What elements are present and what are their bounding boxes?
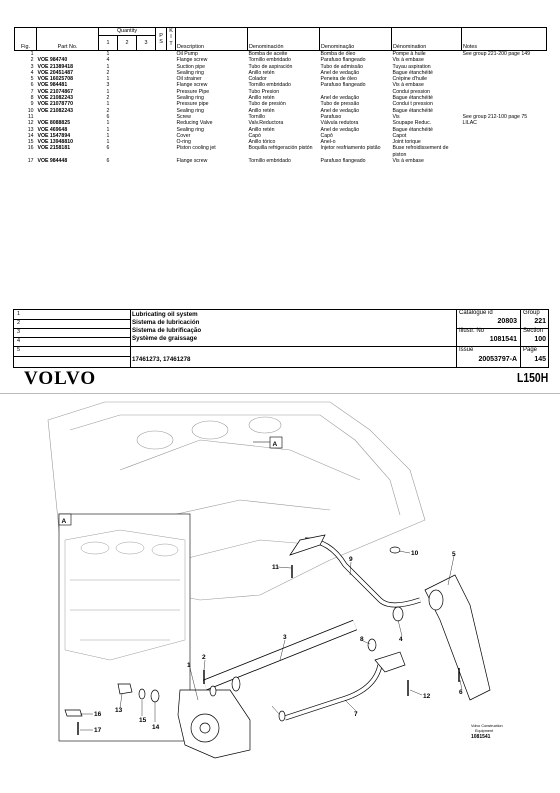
callout-8: 8: [360, 636, 364, 643]
stamp-line-2: Equipment: [475, 729, 494, 733]
catalogue-info-block: [13, 309, 549, 368]
quantity-1-cell: 4: [106, 57, 110, 64]
notes-cell: [462, 158, 547, 164]
denominacion-cell: Tornillo: [248, 113, 265, 120]
fig-cell: 11: [28, 113, 34, 120]
exploded-view-drawing: [0, 395, 560, 793]
header-denominacion: Denominación: [248, 28, 320, 51]
description-cell: O-ring: [176, 139, 191, 146]
illustration-value: 1081541: [489, 336, 517, 343]
fig-cell: 10: [27, 107, 34, 114]
part-number-cell: VOE 984481: [37, 82, 68, 89]
description-cell: Sealing ring: [176, 95, 204, 102]
denomination-cell: Bague étanchéité: [392, 107, 433, 114]
page-label: Page: [523, 347, 538, 353]
denominacao-cell: Parafuso flangeado: [320, 82, 366, 89]
description-cell: Flange screw: [176, 57, 208, 64]
quantity-1-cell: 1: [106, 76, 110, 83]
denominacao-cell: Parafuso flangeado: [320, 158, 366, 165]
quantity-3-cell: [137, 51, 156, 58]
row-number: 5: [17, 347, 21, 353]
denomination-cell: Crépine d'huile: [392, 76, 427, 83]
issue-value: 20053797-A: [478, 356, 517, 363]
part-number-cell: [37, 51, 99, 58]
system-title-es: Sistema de lubricación: [132, 319, 200, 326]
quantity-2-cell: [118, 145, 137, 158]
denominacao-cell: Injetor resfriamento pistão: [320, 145, 381, 152]
fig-cell: 8: [30, 95, 34, 102]
denomination-cell: Vis à embase: [392, 57, 424, 64]
denomination-cell: Condui t pression: [392, 101, 433, 108]
callout-16: 16: [94, 711, 102, 718]
kit-cell: [167, 145, 176, 158]
denominacion-cell: Tubo Presion: [248, 88, 280, 95]
description-cell: Oil Pump: [176, 51, 198, 57]
quantity-1-cell: 2: [106, 95, 110, 102]
group-label: Group: [523, 310, 540, 316]
denominacao-cell: Tubo de pressão: [320, 101, 360, 108]
denominacion-cell: Tornillo embridado: [248, 158, 291, 165]
description-cell: Flange screw: [176, 158, 208, 165]
denomination-cell: Vis à embase: [392, 158, 424, 165]
header-quantity: Quantity: [99, 28, 156, 36]
model-name: L150H: [517, 370, 549, 385]
quantity-3-cell: [137, 158, 156, 164]
notes-cell: See group 212-100 page 75: [462, 113, 528, 120]
view-marker-a: A: [272, 441, 278, 448]
denominacion-cell: Colador: [248, 76, 267, 83]
description-cell: Pressure Pipe: [176, 88, 210, 95]
fig-cell: 13: [27, 126, 34, 133]
callout-12: 12: [423, 693, 431, 700]
kit-cell: [167, 51, 176, 58]
denominacao-cell: Peneira de óleo: [320, 76, 357, 83]
denomination-cell: Joint torique: [392, 139, 421, 146]
notes-cell: [462, 145, 547, 158]
denominacao-cell: Válvula redutora: [320, 120, 359, 127]
header-q1: 1: [99, 36, 118, 51]
part-number-cell: VOE 16025708: [37, 76, 73, 83]
part-number-cell: VOE 20451487: [37, 69, 73, 76]
table-row: [15, 145, 547, 158]
part-number-cell: VOE 984448: [37, 158, 68, 165]
callout-3: 3: [283, 634, 287, 641]
callout-15: 15: [139, 717, 147, 724]
detail-view-a: [59, 514, 190, 741]
row-number: 3: [17, 329, 21, 335]
header-q3: 3: [137, 36, 156, 51]
fig-cell: 12: [27, 120, 34, 127]
fig-cell: 6: [30, 82, 34, 89]
footer-row: [14, 346, 130, 357]
denominacion-cell: Tubo de presión: [248, 101, 286, 108]
catalogue-label: Catalogue id: [459, 310, 493, 316]
quantity-1-cell: 1: [106, 101, 110, 108]
description-cell: Cover: [176, 132, 191, 139]
description-cell: Sealing ring: [176, 107, 204, 114]
kit-cell: [167, 158, 176, 164]
fig-cell: 2: [30, 57, 34, 64]
callout-14: 14: [152, 724, 160, 731]
callout-1: 1: [187, 662, 191, 669]
denominacion-cell: Valv.Reductora: [248, 120, 284, 127]
denomination-cell: Vis à embase: [392, 82, 424, 89]
parts-table: [14, 27, 547, 164]
denominacao-cell: Anel de vedação: [320, 107, 360, 114]
callout-6: 6: [459, 689, 463, 696]
volvo-logo: VOLVO: [24, 368, 97, 389]
callout-13: 13: [115, 707, 123, 714]
table-row: [15, 158, 547, 164]
part-number-cell: VOE 21082243: [37, 107, 73, 114]
callout-4: 4: [399, 636, 403, 643]
header-denominacao: Denominação: [320, 28, 392, 51]
denominacion-cell: Anillo retén: [248, 126, 275, 133]
denomination-cell: Capot: [392, 132, 407, 139]
denomination-cell: Vis: [392, 113, 400, 120]
denominacion-cell: Capó: [248, 132, 261, 139]
view-label-a: A: [61, 518, 67, 525]
header-denomination: Dénomination: [392, 28, 462, 51]
fig-cell: 16: [27, 145, 34, 152]
denominacao-cell: Tubo de admissão: [320, 63, 364, 70]
part-number-cell: VOE 984740: [37, 57, 68, 64]
quantity-1-cell: 2: [106, 69, 110, 76]
system-title-fr: Système de graissage: [132, 335, 198, 342]
row-number: 1: [17, 311, 21, 317]
denominacao-cell: Bomba de óleo: [320, 51, 356, 57]
denominacao-cell: Capô: [320, 132, 333, 139]
system-title-pt: Sistema de lubrificação: [132, 327, 202, 334]
callout-17: 17: [94, 727, 102, 734]
quantity-2-cell: [118, 158, 137, 164]
row-number: 4: [17, 338, 21, 344]
fig-cell: 5: [30, 76, 34, 83]
ps-cell: [156, 145, 167, 158]
fig-cell: 15: [27, 139, 34, 146]
system-title-en: Lubricating oil system: [132, 311, 198, 318]
denomination-cell: Condui pression: [392, 88, 431, 95]
description-cell: Screw: [176, 113, 191, 120]
stamp-line-1: Volvo Construction: [471, 724, 503, 728]
section-value: 100: [534, 336, 546, 343]
denominacion-cell: Anillo retén: [248, 107, 275, 114]
denominacao-cell: Parafuso flangeado: [320, 57, 366, 64]
section-label: Section: [523, 328, 544, 334]
group-value: 221: [534, 318, 546, 325]
catalogue-value: 20803: [497, 318, 517, 325]
part-number-cell: VOE 2158181: [37, 145, 71, 152]
quantity-2-cell: [118, 51, 137, 58]
header-description: Description: [176, 28, 248, 51]
denominacion-cell: Tornillo embridado: [248, 57, 291, 64]
quantity-1-cell: 1: [106, 63, 110, 70]
denominacao-cell: Anel de vedação: [320, 95, 360, 102]
fig-cell: 1: [30, 51, 34, 57]
denominacion-cell: Tubo de aspiración: [248, 63, 293, 70]
description-cell: Pressure pipe: [176, 101, 209, 108]
fig-cell: 14: [27, 132, 34, 139]
callout-2: 2: [202, 654, 206, 661]
header-fig: Fig.: [15, 28, 37, 51]
row-number: 2: [17, 320, 21, 326]
fig-cell: 3: [30, 63, 34, 70]
description-cell: Flange screw: [176, 82, 208, 89]
header-ps: P S: [156, 28, 167, 51]
issue-label: Issue: [459, 347, 474, 353]
denomination-cell: Bague étanchéité: [392, 126, 433, 133]
denominacao-cell: Anel de vedação: [320, 69, 360, 76]
denomination-cell: Pompe à huile: [392, 51, 426, 57]
fig-cell: 17: [27, 158, 34, 165]
denomination-cell: Tuyau aspiration: [392, 63, 431, 70]
callout-10: 10: [411, 550, 419, 557]
part-number-cell: VOE 1547894: [37, 132, 71, 139]
description-cell: Sealing ring: [176, 69, 204, 76]
fig-cell: 7: [30, 88, 34, 95]
callout-7: 7: [354, 711, 358, 718]
quantity-1-cell: 2: [106, 107, 110, 114]
denominacao-cell: Parafuso: [320, 113, 342, 120]
ps-cell: [156, 51, 167, 58]
stamp-number: 1081541: [471, 734, 491, 740]
header-kit: K I T: [167, 28, 176, 51]
denominacao-cell: Anel-o: [320, 139, 336, 146]
denominacion-cell: Tornillo embridado: [248, 82, 291, 89]
description-cell: Oil strainer: [176, 76, 202, 83]
quantity-1-cell: 6: [106, 158, 110, 165]
denominacion-cell: Anillo tórico: [248, 139, 276, 146]
notes-cell: See group 221-200 page 149: [462, 51, 531, 57]
quantity-1-cell: 1: [106, 51, 110, 57]
part-number-cell: VOE 21078770: [37, 101, 73, 108]
ps-cell: [156, 158, 167, 164]
denominacion-cell: Bomba de aceite: [248, 51, 288, 57]
page-value: 145: [534, 356, 546, 363]
table-row: [15, 51, 547, 58]
denominacao-cell: Anel de vedação: [320, 126, 360, 133]
quantity-1-cell: 3: [106, 82, 110, 89]
callout-9: 9: [349, 556, 353, 563]
quantity-3-cell: [137, 145, 156, 158]
part-number-cell: VOE 21082243: [37, 95, 73, 102]
quantity-1-cell: 1: [106, 126, 110, 133]
callout-5: 5: [452, 551, 456, 558]
illustration-label: Illustr. No: [459, 328, 485, 334]
quantity-1-cell: 6: [106, 145, 110, 152]
denomination-cell: Bague étanchéité: [392, 69, 433, 76]
part-number-cell: VOE 469648: [37, 126, 68, 133]
serial-numbers: 17461273, 17461278: [132, 356, 191, 363]
denominacion-cell: Boquilla refrigeración pistón: [248, 145, 313, 152]
denomination-cell: Bague étanchéité: [392, 95, 433, 102]
description-cell: Piston cooling jet: [176, 145, 216, 152]
denominacion-cell: Anillo retén: [248, 69, 275, 76]
quantity-1-cell: 1: [106, 88, 110, 95]
description-cell: Suction pipe: [176, 63, 206, 70]
notes-cell: LILAC: [462, 120, 477, 127]
callout-11: 11: [272, 564, 279, 571]
description-cell: Reducing Valve: [176, 120, 213, 127]
description-cell: Sealing ring: [176, 126, 204, 133]
header-partno: Part No.: [37, 28, 99, 51]
denomination-cell: Buse refroidissement de piston: [392, 145, 449, 158]
part-number-cell: VOE 21389418: [37, 63, 73, 70]
part-number-cell: VOE 13948810: [37, 139, 73, 146]
denomination-cell: Soupape Reduc.: [392, 120, 432, 127]
fig-cell: 4: [30, 69, 34, 76]
quantity-1-cell: 1: [106, 120, 110, 127]
page-divider: [0, 393, 560, 394]
header-q2: 2: [118, 36, 137, 51]
quantity-1-cell: 6: [106, 113, 110, 120]
quantity-1-cell: 1: [106, 139, 110, 146]
fig-cell: 9: [30, 101, 34, 108]
quantity-1-cell: 1: [106, 132, 110, 139]
denominacion-cell: Anillo retén: [248, 95, 275, 102]
header-notes: Notes: [462, 28, 547, 51]
part-number-cell: VOE 8088825: [37, 120, 71, 127]
part-number-cell: VOE 21074867: [37, 88, 73, 95]
